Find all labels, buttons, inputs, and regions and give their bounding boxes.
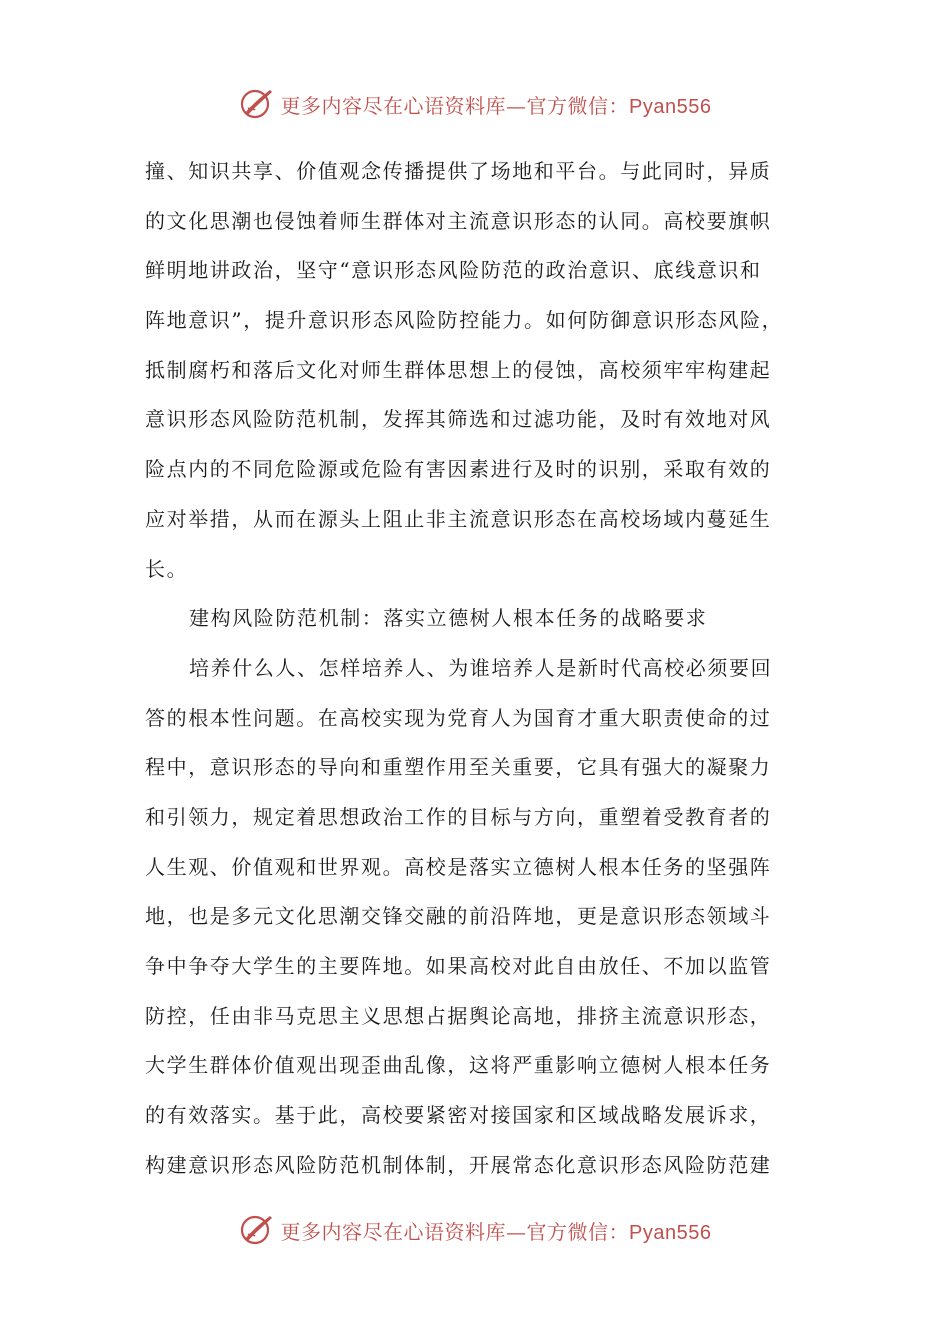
- body-line: 长。: [145, 556, 189, 581]
- banner-text: [281, 90, 712, 119]
- body-line: 程中，意识形态的导向和重塑作用至关重要，它具有强大的凝聚力: [145, 755, 772, 780]
- body-line: 应对举措，从而在源头上阻止非主流意识形态在高校场域内蔓延生: [145, 506, 772, 531]
- body-line: 抵制腐朽和落后文化对师生群体思想上的侵蚀，高校须牢牢构建起: [145, 357, 772, 382]
- wechat-id: Pyan556: [629, 1221, 712, 1244]
- body-line: 鲜明地讲政治，坚守“意识形态风险防范的政治意识、底线意识和: [145, 258, 762, 283]
- banner-text: [281, 1216, 712, 1245]
- body-line: 和引领力，规定着思想政治工作的目标与方向，重塑着受教育者的: [145, 804, 772, 829]
- wechat-id: Pyan556: [629, 95, 712, 118]
- body-line: 阵地意识”，提升意识形态风险防控能力。如何防御意识形态风险，: [145, 308, 784, 333]
- body-line: 撞、知识共享、价值观念传播提供了场地和平台。与此同时，异质: [145, 159, 772, 183]
- body-line: 培养什么人、怎样培养人、为谁培养人是新时代高校必须要回: [189, 655, 773, 680]
- footer-banner: [0, 1210, 950, 1250]
- body-line: 防控，任由非马克思主义思想占据舆论高地，排挤主流意识形态，: [145, 1003, 772, 1028]
- body-line: 争中争夺大学生的主要阵地。如果高校对此自由放任、不加以监管: [145, 954, 772, 978]
- body-line: 构建意识形态风险防范机制体制，开展常态化意识形态风险防范建: [145, 1152, 772, 1177]
- article-body: [145, 147, 807, 1190]
- body-line: 意识形态风险防范机制，发挥其筛选和过滤功能，及时有效地对风: [145, 407, 772, 432]
- body-line: 大学生群体价值观出现歪曲乱像，这将严重影响立德树人根本任务: [145, 1053, 772, 1078]
- body-line: 的文化思潮也侵蚀着师生群体对主流意识形态的认同。高校要旗帜: [145, 208, 772, 233]
- body-line: 险点内的不同危险源或危险有害因素进行及时的识别，采取有效的: [145, 457, 772, 482]
- section-heading: 建构风险防范机制：落实立德树人根本任务的战略要求: [189, 606, 708, 631]
- pen-signature-logo-icon: [239, 1212, 275, 1248]
- banner-label: 更多内容尽在心语资料库—官方微信：: [280, 1219, 630, 1244]
- body-line: 地，也是多元文化思潮交锋交融的前沿阵地，更是意识形态领域斗: [145, 904, 772, 929]
- pen-signature-logo-icon: [239, 86, 275, 122]
- body-line: 的有效落实。基于此，高校要紧密对接国家和区域战略发展诉求，: [145, 1103, 772, 1128]
- body-line: 人生观、价值观和世界观。高校是落实立德树人根本任务的坚强阵: [145, 854, 772, 879]
- banner-label: 更多内容尽在心语资料库—官方微信：: [280, 93, 630, 118]
- body-line: 答的根本性问题。在高校实现为党育人为国育才重大职责使命的过: [145, 705, 772, 730]
- header-banner: [0, 84, 950, 124]
